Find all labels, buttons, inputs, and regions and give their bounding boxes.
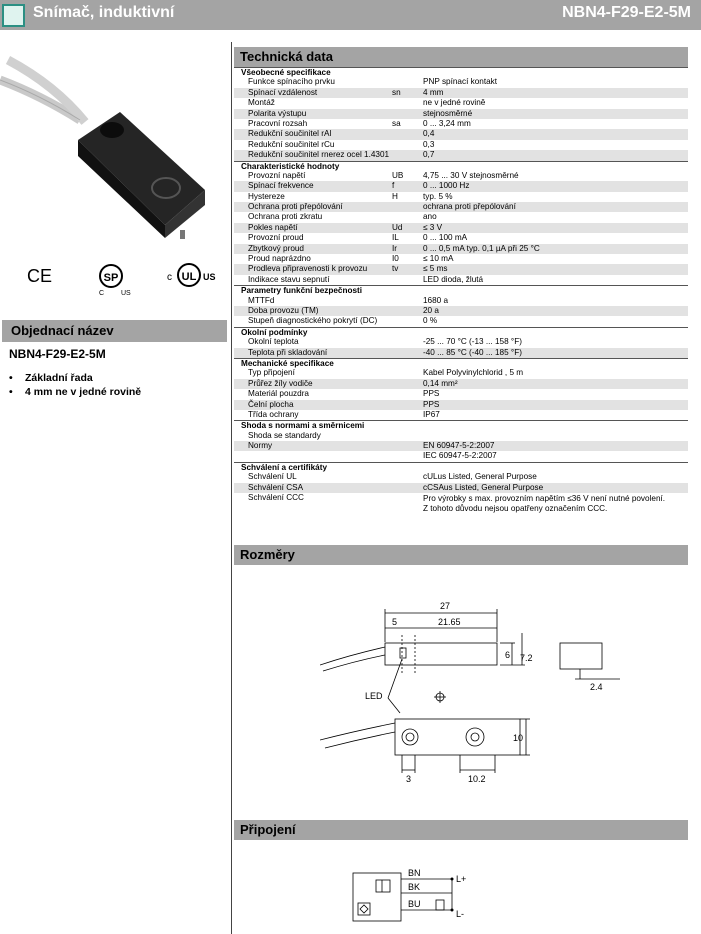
spec-row — [234, 244, 688, 254]
spec-value: 1680 a — [423, 295, 449, 305]
column-divider — [231, 42, 232, 934]
spec-row — [234, 223, 688, 233]
connection-diagram — [350, 865, 500, 930]
spec-label: Redukční součinitel rCu — [248, 139, 335, 149]
dim-72: 7.2 — [520, 653, 533, 663]
spec-label: Schválení UL — [248, 472, 297, 482]
spec-symbol: sn — [392, 87, 401, 97]
spec-row — [234, 98, 688, 108]
spec-value-line2: Z tohoto důvodu nejsou opatřeny označením CCC. — [423, 504, 608, 514]
spec-symbol: Ir — [392, 243, 398, 253]
spec-label: Ochrana proti zkratu — [248, 212, 323, 222]
spec-label: Pracovní rozsah — [248, 118, 308, 128]
spec-label: Materiál pouzdra — [248, 389, 309, 399]
spec-label: Pokles napětí — [248, 222, 298, 232]
spec-row — [234, 379, 688, 389]
spec-label: MTTFd — [248, 295, 275, 305]
spec-value: ≤ 5 ms — [423, 264, 448, 274]
spec-value: PPS — [423, 399, 440, 409]
spec-value: ne v jedné rovině — [423, 98, 486, 108]
spec-section-heading: Schválení a certifikáty — [234, 462, 688, 472]
spec-section-heading: Charakteristické hodnoty — [234, 161, 688, 171]
spec-section-heading: Mechanické specifikace — [234, 358, 688, 368]
spec-symbol: f — [392, 181, 395, 191]
spec-section-heading: Okolní podmínky — [234, 327, 688, 337]
spec-row — [234, 202, 688, 212]
spec-value: 0,7 — [423, 150, 435, 160]
wire-bu: BU — [408, 899, 421, 909]
culus-logo — [165, 262, 220, 290]
spec-label: Spínací frekvence — [248, 181, 314, 191]
spec-row — [234, 410, 688, 420]
ce-mark: CE — [27, 266, 53, 286]
spec-symbol: tv — [392, 264, 399, 274]
order-name: NBN4-F29-E2-5M — [9, 347, 106, 361]
tech-heading: Technická data — [234, 47, 688, 67]
spec-row — [234, 264, 688, 274]
spec-value: -40 ... 85 °C (-40 ... 185 °F) — [423, 347, 522, 357]
csa-c: C — [99, 290, 105, 297]
spec-value: 0,14 mm² — [423, 378, 458, 388]
spec-row — [234, 171, 688, 181]
feature-item: • 4 mm ne v jedné rovině — [9, 386, 141, 400]
spec-row — [234, 181, 688, 191]
conn-heading: Připojení — [234, 820, 688, 840]
spec-value: cCSAus Listed, General Purpose — [423, 482, 544, 492]
spec-value: ≤ 3 V — [423, 222, 443, 232]
spec-label: Ochrana proti přepólování — [248, 202, 343, 212]
spec-row — [234, 368, 688, 378]
spec-label: Proud naprázdno — [248, 254, 311, 264]
spec-label: Shoda se standardy — [248, 430, 321, 440]
spec-row — [234, 233, 688, 243]
spec-row — [234, 451, 688, 461]
spec-symbol: IL — [392, 233, 399, 243]
wire-bn: BN — [408, 868, 421, 878]
ul-us: US — [203, 272, 216, 282]
spec-value: 4 mm — [423, 87, 444, 97]
spec-label: Redukční součinitel rnerez ocel 1.4301 — [248, 150, 390, 160]
spec-label: Funkce spínacího prvku — [248, 77, 335, 87]
spec-row — [234, 150, 688, 160]
spec-value: 0,3 — [423, 139, 435, 149]
spec-label: Teplota při skladování — [248, 347, 328, 357]
spec-symbol: sa — [392, 118, 401, 128]
product-image — [0, 40, 230, 250]
spec-label: Okolní teplota — [248, 337, 299, 347]
spec-section-heading: Všeobecné specifikace — [234, 67, 688, 77]
spec-row — [234, 296, 688, 306]
csa-logo — [95, 262, 135, 298]
spec-row — [234, 119, 688, 129]
l-minus: L- — [456, 909, 465, 919]
wire-bk: BK — [408, 882, 421, 892]
dims-heading: Rozměry — [234, 545, 688, 565]
csa-mark-text: SP — [103, 272, 119, 284]
header-model: NBN4-F29-E2-5M — [562, 4, 691, 21]
spec-section-heading: Shoda s normami a směrnicemi — [234, 420, 688, 430]
header-bar — [0, 0, 701, 30]
spec-label: Typ připojení — [248, 368, 295, 378]
dimension-drawing — [320, 595, 630, 785]
dim-24: 2.4 — [590, 682, 603, 692]
dim-5: 5 — [392, 617, 398, 627]
spec-row — [234, 348, 688, 358]
dim-10: 10 — [513, 733, 524, 743]
csa-us: US — [121, 290, 131, 297]
spec-row — [234, 109, 688, 119]
spec-row — [234, 483, 688, 493]
dim-27: 27 — [440, 601, 451, 611]
spec-label: Zbytkový proud — [248, 243, 304, 253]
spec-label: Polarita výstupu — [248, 108, 307, 118]
spec-value: 0 ... 1000 Hz — [423, 181, 470, 191]
spec-value: EN 60947-5-2:2007 — [423, 441, 495, 451]
l-plus: L+ — [456, 874, 467, 884]
spec-label: Hystereze — [248, 191, 285, 201]
spec-label: Schválení CSA — [248, 482, 304, 492]
spec-symbol: H — [392, 191, 398, 201]
spec-row — [234, 275, 688, 285]
spec-value: 0 ... 0,5 mA typ. 0,1 µA při 25 °C — [423, 243, 540, 253]
dim-6: 6 — [505, 650, 511, 660]
spec-value: -25 ... 70 °C (-13 ... 158 °F) — [423, 337, 522, 347]
spec-row — [234, 212, 688, 222]
spec-value: 4,75 ... 30 V stejnosměrné — [423, 170, 519, 180]
dim-102: 10.2 — [468, 774, 486, 784]
spec-value: IP67 — [423, 409, 440, 419]
spec-value: 0,4 — [423, 129, 435, 139]
spec-value: 0 ... 3,24 mm — [423, 118, 471, 128]
spec-label: Doba provozu (TM) — [248, 305, 319, 315]
spec-symbol: I0 — [392, 254, 399, 264]
spec-value: Pro výrobky s max. provozním napětím ≤36 V není nutné povolení. — [423, 494, 666, 504]
spec-section-heading: Parametry funkční bezpečnosti — [234, 285, 688, 295]
spec-label: Spínací vzdálenost — [248, 87, 318, 97]
spec-label: Třída ochrany — [248, 409, 299, 419]
dim-3: 3 — [406, 774, 412, 784]
ul-mark-text: UL — [181, 271, 197, 283]
spec-row — [234, 431, 688, 441]
spec-value: 0 ... 100 mA — [423, 233, 468, 243]
spec-symbol: UB — [392, 170, 404, 180]
header-logo-square — [2, 4, 25, 27]
spec-value: ochrana proti přepólování — [423, 202, 516, 212]
spec-row — [234, 254, 688, 264]
ul-c: c — [167, 272, 172, 283]
spec-row — [234, 316, 688, 326]
spec-label: Čelní plocha — [248, 399, 294, 409]
spec-row — [234, 337, 688, 347]
spec-table — [234, 67, 688, 514]
feature-list — [9, 372, 141, 400]
spec-row — [234, 472, 688, 482]
spec-label: Prodleva připravenosti k provozu — [248, 264, 368, 274]
spec-value: 20 a — [423, 305, 439, 315]
spec-value: 0 % — [423, 316, 438, 326]
spec-row — [234, 88, 688, 98]
spec-value: stejnosměrné — [423, 108, 473, 118]
spec-value: ano — [423, 212, 437, 222]
spec-value: typ. 5 % — [423, 191, 453, 201]
dim-2165: 21.65 — [438, 617, 461, 627]
header-title: Snímač, induktivní — [33, 4, 175, 21]
spec-row — [234, 441, 688, 451]
spec-symbol: Ud — [392, 222, 403, 232]
spec-value: IEC 60947-5-2:2007 — [423, 451, 497, 461]
spec-row — [234, 129, 688, 139]
spec-value: PNP spínací kontakt — [423, 77, 498, 87]
spec-value: PPS — [423, 389, 440, 399]
spec-value: ≤ 10 mA — [423, 254, 454, 264]
spec-value: cULus Listed, General Purpose — [423, 472, 537, 482]
spec-row — [234, 400, 688, 410]
spec-row — [234, 389, 688, 399]
spec-label: Provozní proud — [248, 233, 304, 243]
spec-row — [234, 192, 688, 202]
spec-row — [234, 306, 688, 316]
spec-value: LED dioda, žlutá — [423, 274, 484, 284]
spec-label: Redukční součinitel rAl — [248, 129, 332, 139]
spec-row — [234, 140, 688, 150]
spec-label: Stupeň diagnostického pokrytí (DC) — [248, 316, 378, 326]
spec-label: Montáž — [248, 98, 275, 108]
spec-label: Schválení CCC — [248, 493, 304, 503]
spec-row — [234, 77, 688, 87]
spec-label: Normy — [248, 441, 273, 451]
spec-label: Indikace stavu sepnutí — [248, 274, 330, 284]
led-label: LED — [365, 691, 383, 701]
order-heading: Objednací název — [2, 320, 227, 342]
spec-label: Provozní napětí — [248, 170, 306, 180]
feature-item: • Základní řada — [9, 372, 141, 386]
spec-row — [234, 493, 688, 514]
spec-value: Kabel Polyvinylchlorid , 5 m — [423, 368, 524, 378]
spec-label: Průřez žíly vodiče — [248, 378, 313, 388]
